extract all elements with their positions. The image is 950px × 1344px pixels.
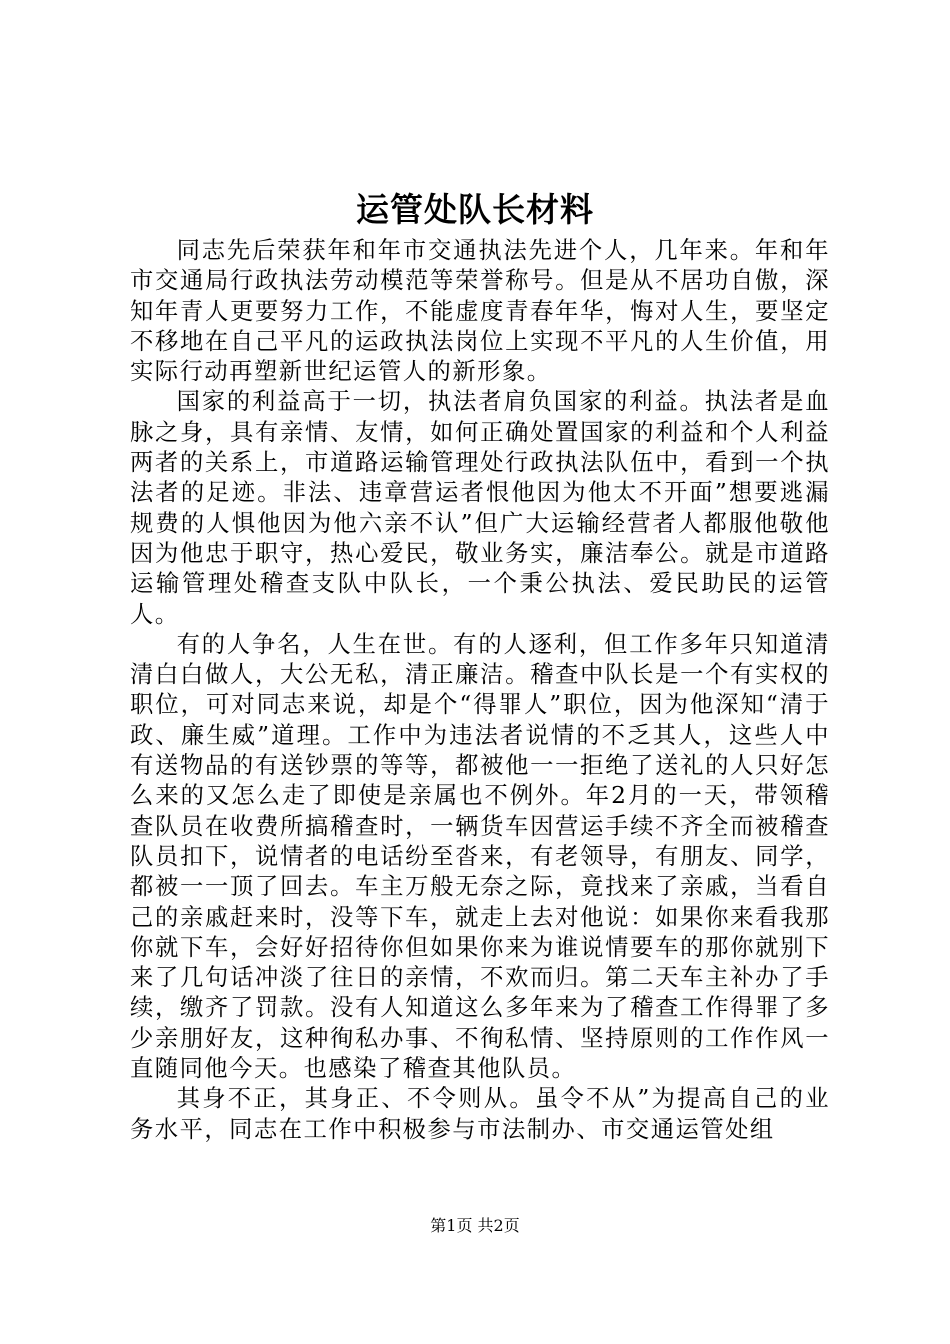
paragraph-1: 同志先后荣获年和年市交通执法先进个人，几年来。年和年市交通局行政执法劳动模范等荣誉称号。但是从不居功自傲，深知年青人更要努力工作，不能虚度青春年华，悔对人生，要坚定不移地在自己平凡的运政执法岗位上实现不平凡的人生价值，用实际行动再塑新世纪运管人的新形象。 [130,237,830,386]
document-body [130,236,830,1145]
paragraph-2: 国家的利益高于一切，执法者肩负国家的利益。执法者是血脉之身，具有亲情、友情，如何正确处置国家的利益和个人利益两者的关系上，市道路运输管理处行政执法队伍中，看到一个执法者的足迹。非法、违章营运者恨他因为他太不开面”想要逃漏规费的人惧他因为他六亲不认”但广大运输经营者人都服他敬他因为他忠于职守，热心爱民，敬业务实，廉洁奉公。就是市道路运输管理处稽查支队中队长，一个秉公执法、爱民助民的运管人。 [130,388,830,628]
paragraph-4: 其身不正，其身正、不令则从。虽令不从”为提高自己的业务水平，同志在工作中积极参与市法制办、市交通运管处组 [130,1085,830,1143]
paragraph-3: 有的人争名，人生在世。有的人逐利，但工作多年只知道清清白白做人，大公无私，清正廉洁。稽查中队长是一个有实权的职位，可对同志来说，却是个“得罪人”职位，因为他深知“清于政、廉生威”道理。工作中为违法者说情的不乏其人，这些人中有送物品的有送钞票的等等，都被他一一拒绝了送礼的人只好怎么来的又怎么走了即使是亲属也不例外。年2月的一天，带领稽查队员在收费所搞稽查时，一辆货车因营运手续不齐全而被稽查队员扣下，说情者的电话纷至沓来，有老领导，有朋友、同学，都被一一顶了回去。车主万般无奈之际，竟找来了亲戚，当看自己的亲戚赶来时，没等下车，就走上去对他说：如果你来看我那你就下车，会好好招待你但如果你来为谁说情要车的那你就别下来了几句话冲淡了往日的亲情，不欢而归。第二天车主补办了手续，缴齐了罚款。没有人知道这么多年来为了稽查工作得罪了多少亲朋好友，这种徇私办事、不徇私情、坚持原则的工作作风一直随同他今天。也感染了稽查其他队员。 [130,630,830,1083]
page-footer: 第1页 共2页 [430,1216,520,1235]
document-title: 运管处队长材料 [356,190,594,229]
